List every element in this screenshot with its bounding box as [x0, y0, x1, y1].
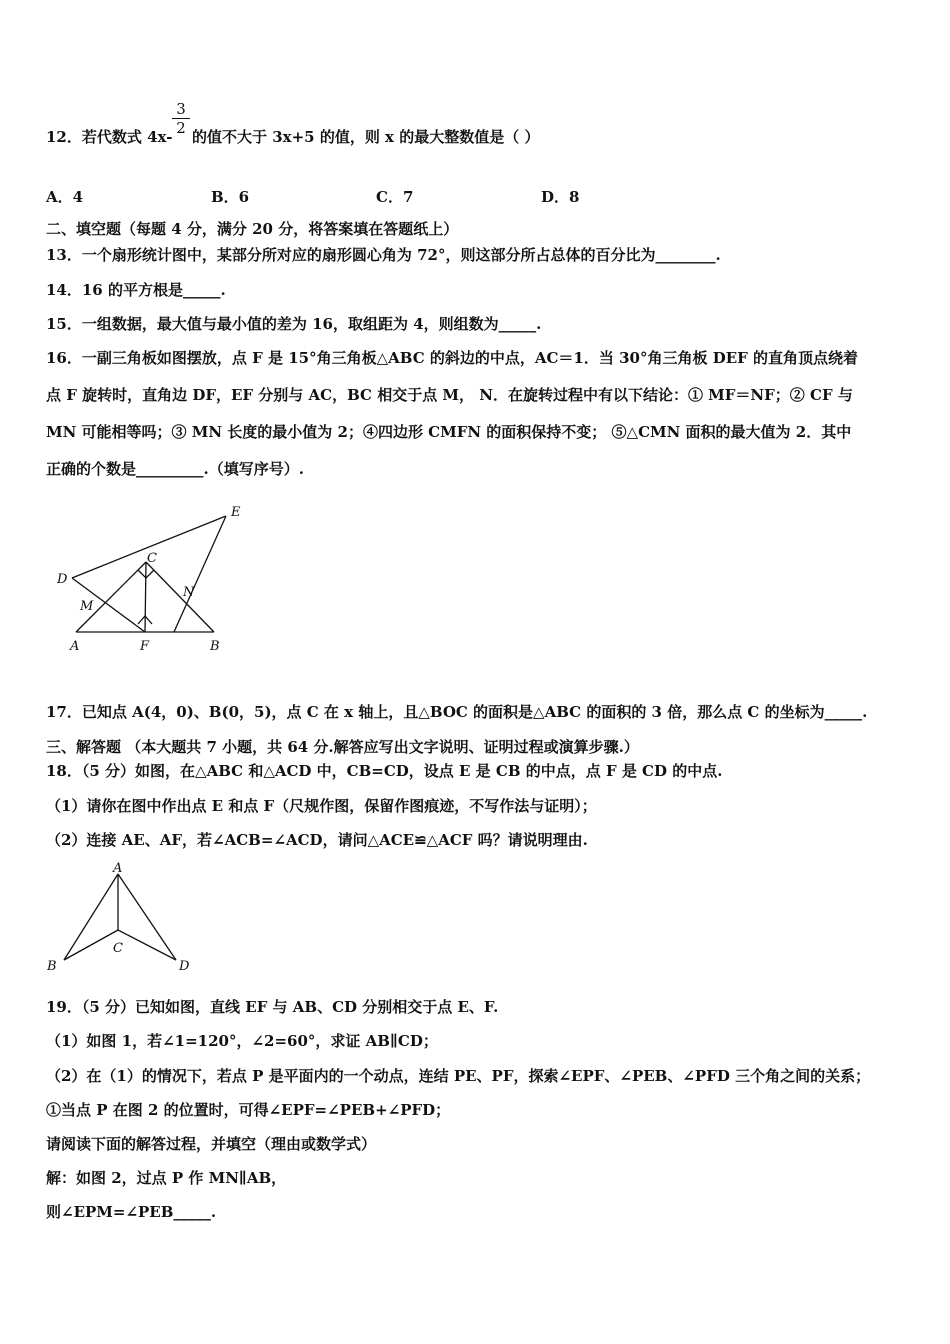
q17-text: 17．已知点 A(4，0)、B(0，5)，点 C 在 x 轴上，且△BOC 的面积是△ABC 的面积的 3 倍，那么点 C 的坐标为_____. — [46, 703, 868, 721]
q19-line-2: （1）如图 1，若∠1=120°，∠2=60°，求证 AB∥CD； — [46, 1032, 438, 1050]
q16-line-4: 正确的个数是_________.（填写序号）. — [46, 460, 304, 478]
section-3-heading: 三、解答题 （本大题共 7 小题，共 64 分.解答应写出文字说明、证明过程或演算步骤.） — [46, 738, 639, 756]
fig2-label-c: C — [113, 941, 123, 956]
fig2-label-a: A — [113, 861, 123, 876]
q12-option-c: C．7 — [376, 188, 414, 206]
fig1-label-c: C — [147, 551, 157, 566]
fig1-label-e: E — [231, 505, 241, 520]
fig2-label-b: B — [47, 959, 57, 974]
q12-option-a: A．4 — [46, 188, 84, 206]
fig1-label-n: N — [183, 585, 195, 600]
q16-line-1: 16．一副三角板如图摆放，点 F 是 15°角三角板△ABC 的斜边的中点，AC＝1．当 30°角三角板 DEF 的直角顶点绕着 — [46, 349, 859, 367]
q12-stem-start: 12．若代数式 4x- — [46, 128, 173, 146]
fig1-label-b: B — [210, 639, 220, 654]
q12-fraction-numerator: 3 — [176, 100, 186, 118]
q12-option-b: B．6 — [211, 188, 250, 206]
q12-fraction-denominator: 2 — [176, 119, 186, 137]
fig1-label-f: F — [140, 639, 150, 654]
q14-text: 14．16 的平方根是_____. — [46, 281, 226, 299]
q18-line-1: 18．（5 分）如图，在△ABC 和△ACD 中，CB=CD，设点 E 是 CB 的中点，点 F 是 CD 的中点. — [46, 762, 723, 780]
q15-text: 15．一组数据，最大值与最小值的差为 16，取组距为 4，则组数为_____. — [46, 315, 542, 333]
q16-triangle-figure — [50, 500, 270, 660]
q13-text: 13．一个扇形统计图中，某部分所对应的扇形圆心角为 72°，则这部分所占总体的百分比为________. — [46, 246, 721, 264]
q12-fraction — [172, 100, 190, 137]
q19-line-5: 请阅读下面的解答过程，并填空（理由或数学式） — [46, 1135, 377, 1153]
q19-line-6: 解：如图 2，过点 P 作 MN∥AB， — [46, 1169, 287, 1187]
q18-line-2: （1）请你在图中作出点 E 和点 F（尺规作图，保留作图痕迹，不写作法与证明）； — [46, 797, 597, 815]
q19-line-3: （2）在（1）的情况下，若点 P 是平面内的一个动点，连结 PE、PF，探索∠EPF、∠PEB、∠PFD 三个角之间的关系； — [46, 1067, 871, 1085]
q18-figure — [42, 860, 202, 975]
q18-line-3: （2）连接 AE、AF，若∠ACB=∠ACD，请问△ACE≌△ACF 吗？请说明理由. — [46, 831, 588, 849]
fig2-label-d: D — [179, 959, 190, 974]
q19-line-7: 则∠EPM=∠PEB_____. — [46, 1203, 217, 1221]
fig1-label-a: A — [70, 639, 80, 654]
section-2-heading: 二、填空题（每题 4 分，满分 20 分，将答案填在答题纸上） — [46, 220, 459, 238]
q19-line-4: ①当点 P 在图 2 的位置时，可得∠EPF=∠PEB+∠PFD； — [46, 1101, 451, 1119]
q16-line-3: MN 可能相等吗；③ MN 长度的最小值为 2；④四边形 CMFN 的面积保持不变； ⑤△CMN 面积的最大值为 2．其中 — [46, 423, 852, 441]
q12-stem-end: 的值不大于 3x+5 的值，则 x 的最大整数值是（ ） — [192, 128, 540, 146]
q19-line-1: 19．（5 分）已知如图，直线 EF 与 AB、CD 分别相交于点 E、F. — [46, 998, 499, 1016]
fig1-label-m: M — [80, 599, 94, 614]
q12-option-d: D．8 — [541, 188, 580, 206]
q16-line-2: 点 F 旋转时，直角边 DF，EF 分别与 AC，BC 相交于点 M， N．在旋转过程中有以下结论：① MF＝NF；② CF 与 — [46, 386, 853, 404]
fig1-label-d: D — [57, 572, 68, 587]
